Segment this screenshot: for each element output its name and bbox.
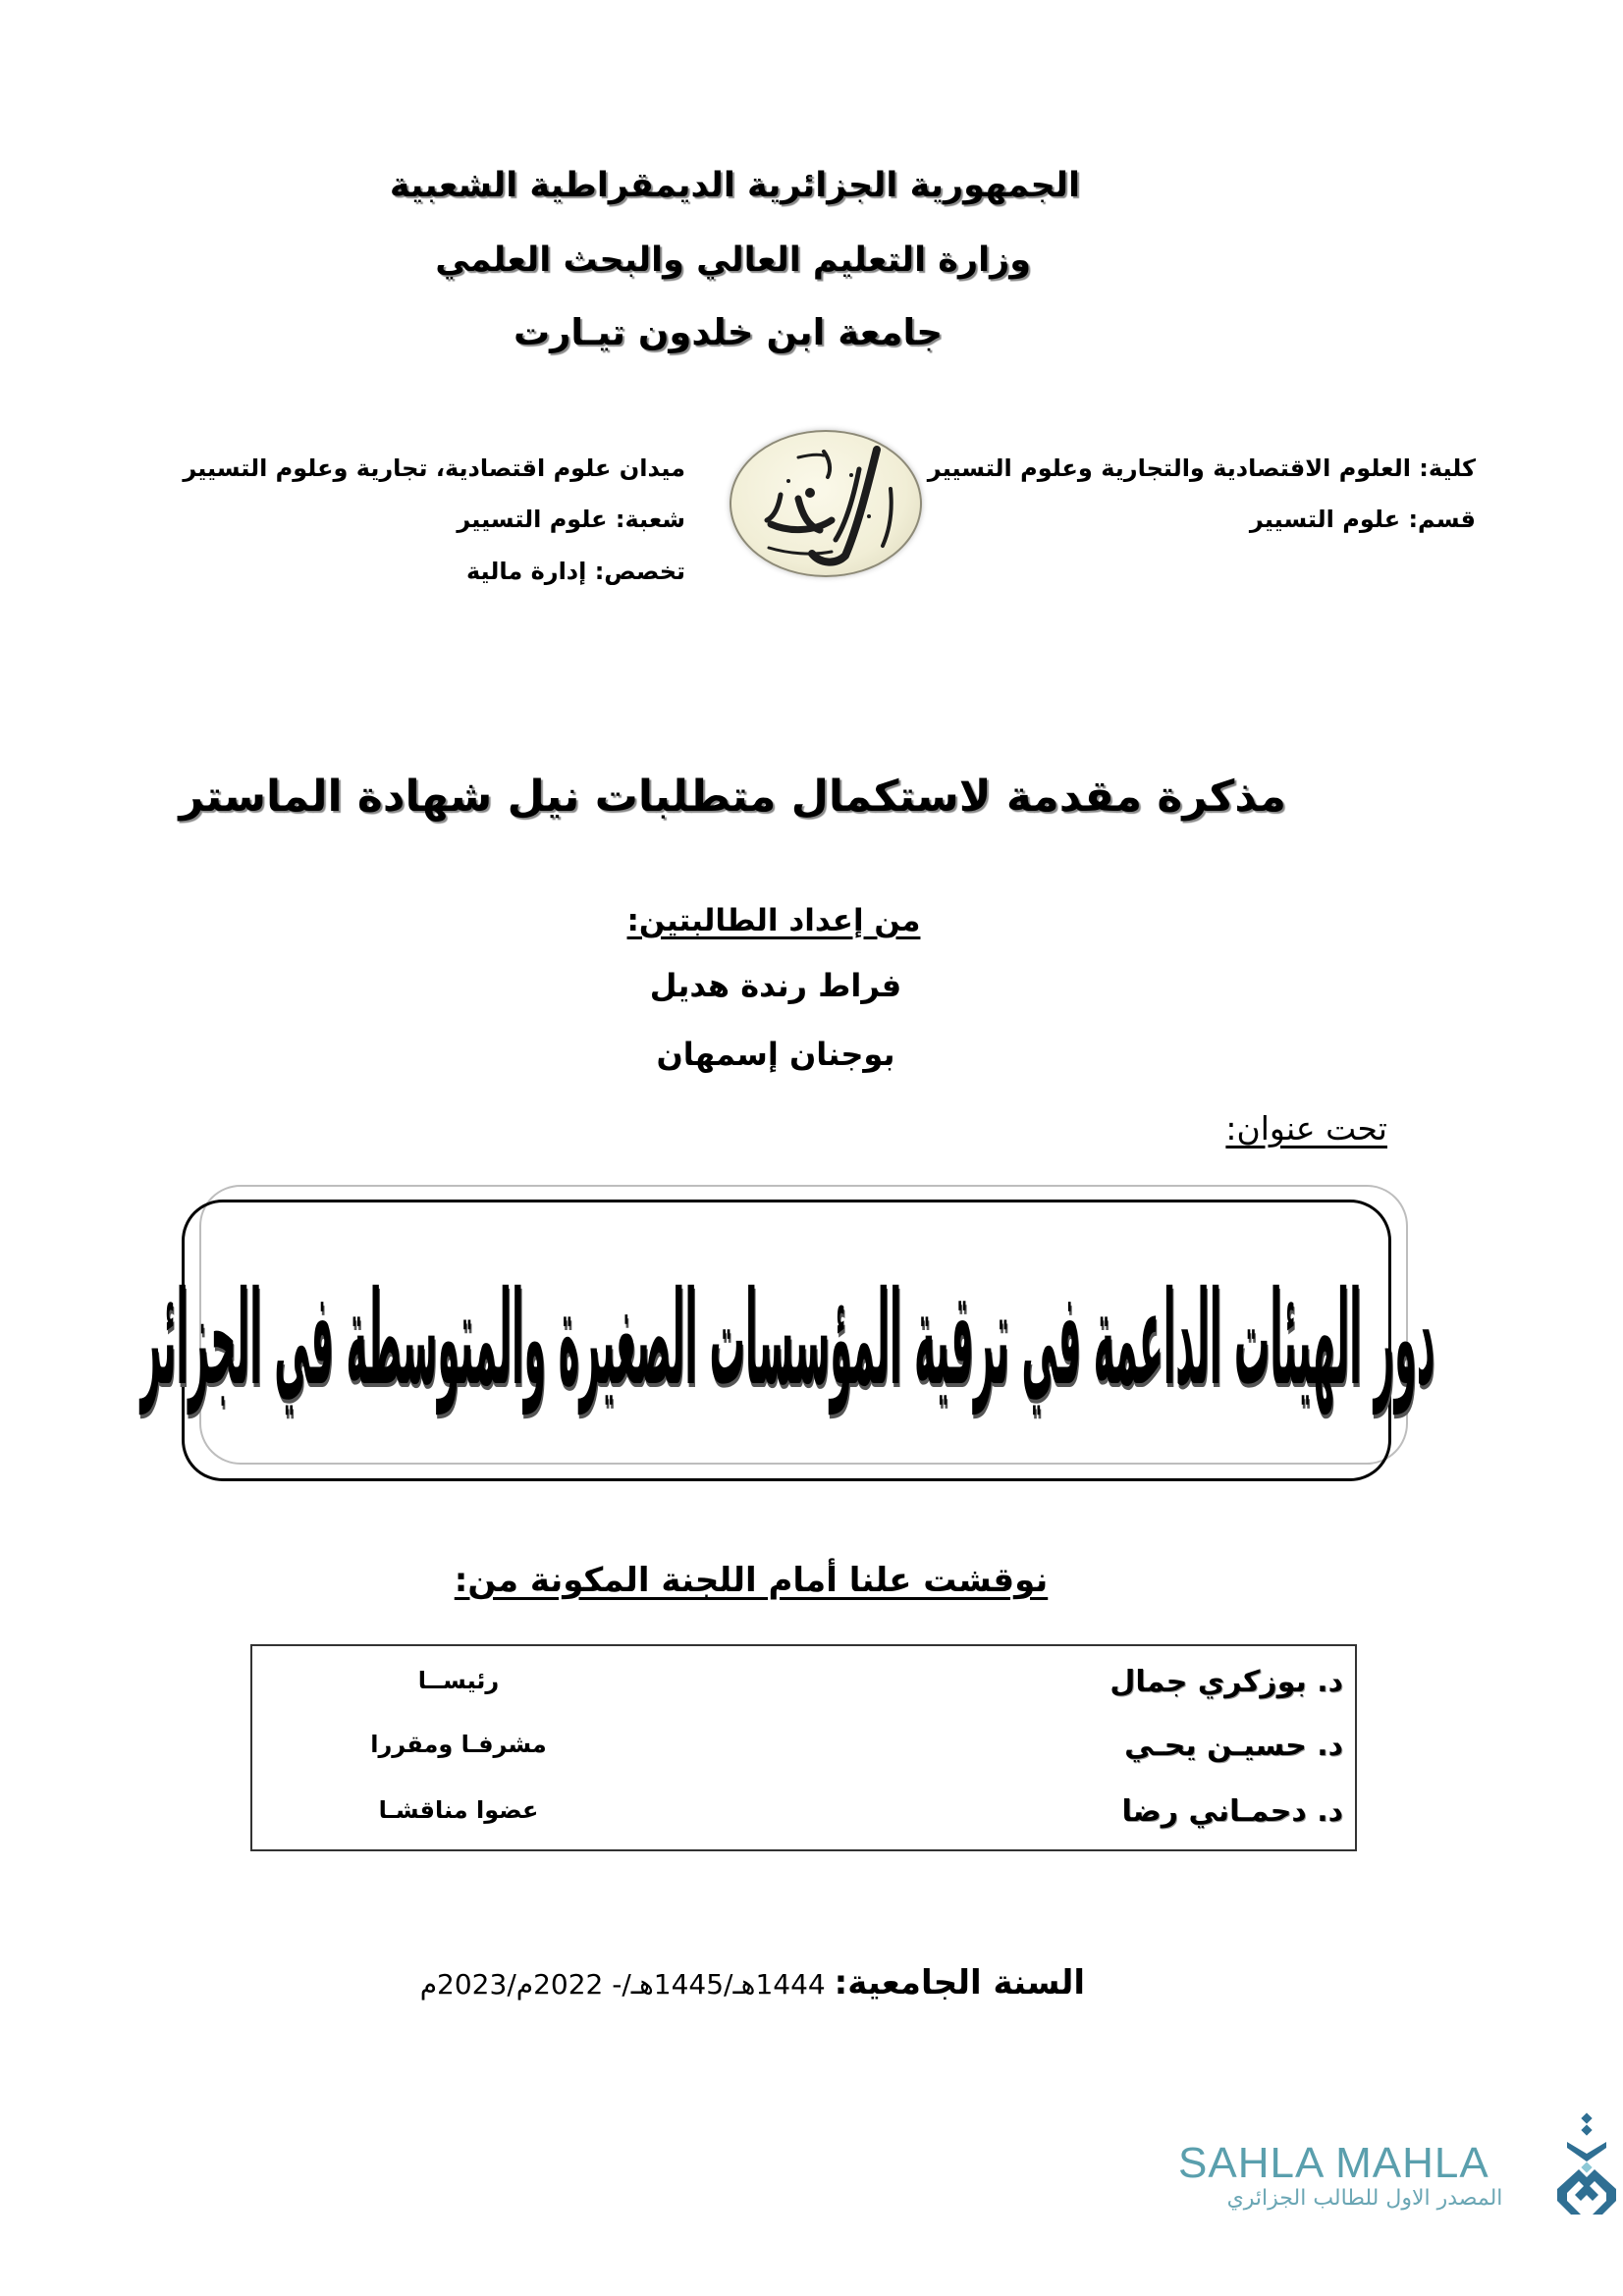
memo-title: مذكرة مقدمة لاستكمال متطلبات نيل شهادة الماستر xyxy=(179,772,1286,822)
department-name: قسم: علوم التسيير xyxy=(1249,506,1476,533)
under-title-label: تحت عنوان: xyxy=(1225,1109,1387,1148)
committee-row xyxy=(252,1666,1355,1705)
university-heading: جامعة ابن خلدون تيـارت xyxy=(513,311,943,353)
sahla-mahla-logo-icon xyxy=(1553,2112,1620,2218)
committee-label: نوقشت علنا أمام اللجنة المكونة من: xyxy=(454,1561,1049,1600)
committee-table xyxy=(250,1644,1357,1851)
member-role: رئيســا xyxy=(417,1667,500,1694)
field-name: ميدان علوم اقتصادية، تجارية وعلوم التسيير xyxy=(183,454,685,482)
watermark-brand: SAHLA MAHLA xyxy=(1178,2139,1489,2187)
member-role: عضوا مناقشـا xyxy=(378,1796,539,1824)
student-name: بوجنان إسمهان xyxy=(656,1036,895,1073)
member-role: مشرفـا ومقررا xyxy=(370,1731,547,1758)
member-name: د. حسيـن يحـي xyxy=(1124,1729,1343,1763)
academic-year xyxy=(419,1963,1085,2003)
university-seal-icon xyxy=(730,430,922,577)
prepared-by-label: من إعداد الطالبتين: xyxy=(626,903,921,938)
specialty-name: تخصص: إدارة مالية xyxy=(466,558,685,585)
member-name: د. دحمـاني رضا xyxy=(1121,1794,1343,1829)
committee-row xyxy=(252,1730,1355,1769)
thesis-title: دور الهيئات الداعمة في ترقية المؤسسات الصغيرة والمتوسطة في الجزائر xyxy=(140,1263,1435,1415)
faculty-name: كلية: العلوم الاقتصادية والتجارية وعلوم التسيير xyxy=(927,454,1476,482)
republic-heading: الجمهورية الجزائرية الديمقراطية الشعبية xyxy=(389,166,1080,205)
ministry-heading: وزارة التعليم العالي والبحث العلمي xyxy=(435,240,1031,280)
academic-year-label: السنة الجامعية: xyxy=(834,1963,1085,2002)
watermark-tagline: المصدر الاول للطالب الجزائري xyxy=(1226,2186,1503,2211)
branch-name: شعبة: علوم التسيير xyxy=(457,506,685,533)
student-name: فراط رندة هديل xyxy=(649,967,902,1004)
thesis-title-box xyxy=(140,1217,1435,1463)
academic-year-value: 1444هـ/1445هـ/- 2022م/2023م xyxy=(419,1968,826,2001)
member-name: د. بوزكري جمال xyxy=(1109,1665,1343,1699)
committee-row xyxy=(252,1795,1355,1835)
